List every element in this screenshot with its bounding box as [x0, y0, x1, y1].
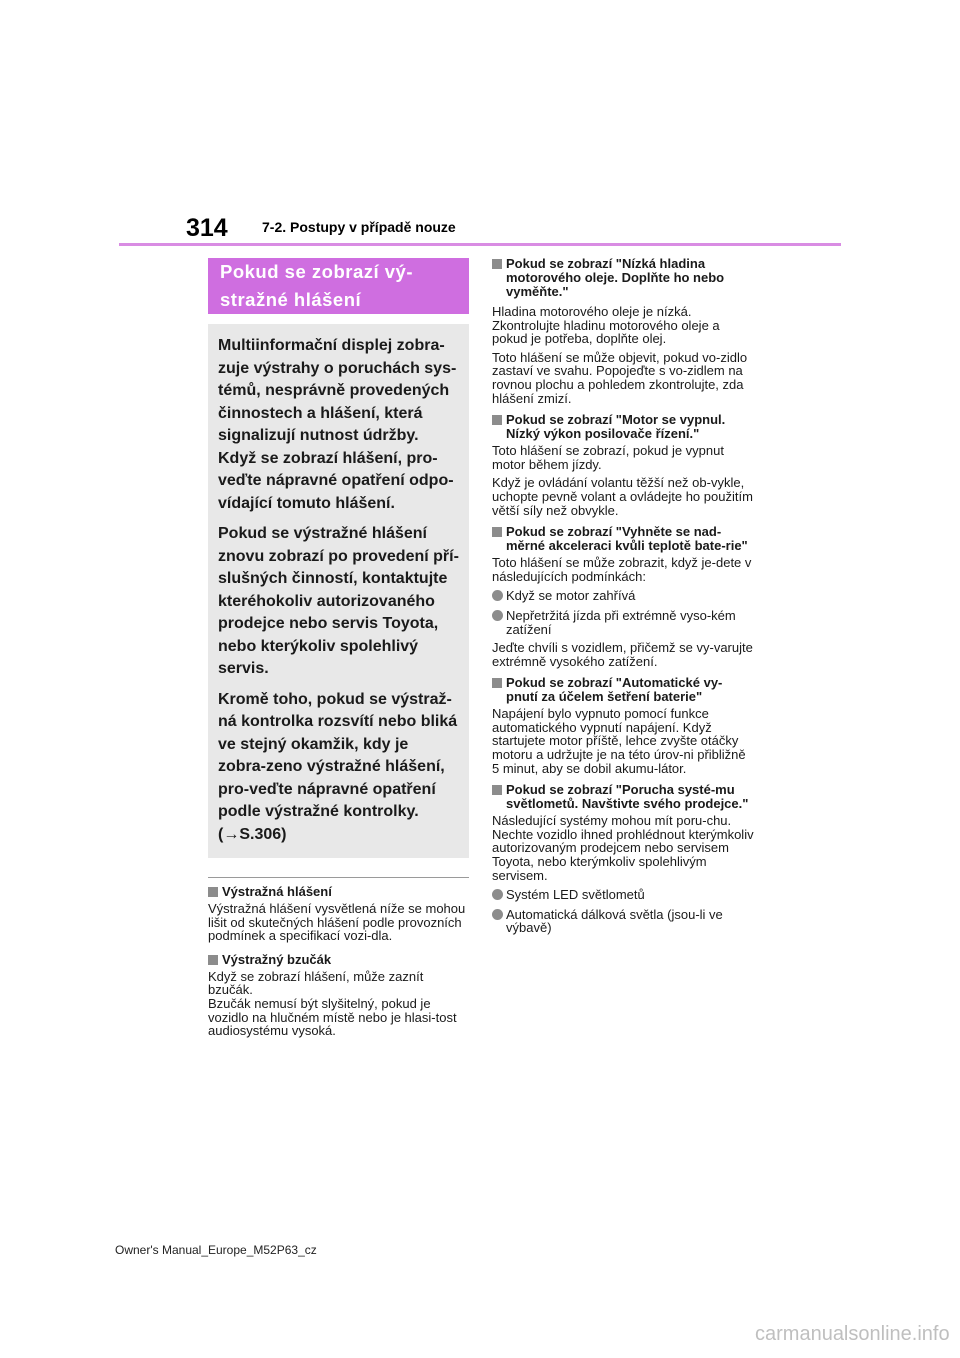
summary-paragraph-3 — [218, 689, 459, 847]
square-bullet-icon — [492, 678, 502, 688]
section-heading: Pokud se zobrazí "Porucha systé-mu světlometů. Navštivte svého prodejce." — [492, 783, 754, 811]
watermark: carmanualsonline.info — [755, 1323, 950, 1345]
round-bullet-icon — [492, 889, 503, 900]
section-body: Když se zobrazí hlášení, může zaznít bzučák. — [208, 968, 424, 998]
section-title-line1: Pokud se zobrazí vý- — [220, 261, 413, 282]
section-body: Jeďte chvíli s vozidlem, přičemž se vy-varujte extrémně vysokého zatížení. — [492, 640, 753, 669]
page-reference-link[interactable]: →S.306) — [223, 825, 287, 843]
right-column — [492, 257, 754, 935]
section-auto-power-off — [492, 676, 754, 775]
square-bullet-icon — [492, 785, 502, 795]
section-body: Hladina motorového oleje je nízká. Zkontrolujte hladinu motorového oleje a pokud je potřeba, doplňte olej. — [492, 304, 720, 347]
section-body: Výstražná hlášení vysvětlená níže se mohou lišit od skutečných hlášení podle provozních podmínek a specifikací vozi-dla. — [208, 901, 466, 944]
section-heading: Výstražný bzučák — [208, 953, 469, 967]
section-low-oil — [492, 257, 754, 405]
square-bullet-icon — [208, 955, 218, 965]
section-battery-temp — [492, 525, 754, 668]
round-bullet-icon — [492, 590, 503, 601]
list-item: Když se motor zahřívá — [492, 589, 754, 603]
header-divider — [119, 243, 841, 246]
section-warning-buzzer — [208, 953, 469, 1038]
list-item: Systém LED světlometů — [492, 888, 754, 902]
page-header — [0, 0, 960, 250]
page-number: 314 — [186, 214, 228, 242]
round-bullet-icon — [492, 610, 503, 621]
section-engine-stopped — [492, 413, 754, 517]
section-body: Toto hlášení se zobrazí, pokud je vypnut motor během jízdy. — [492, 443, 724, 472]
square-bullet-icon — [208, 887, 218, 897]
section-warning-messages — [208, 885, 469, 943]
square-bullet-icon — [492, 415, 502, 425]
chapter-title: 7-2. Postupy v případě nouze — [262, 219, 456, 235]
summary-box — [208, 324, 469, 858]
section-heading: Pokud se zobrazí "Vyhněte se nad-měrné akceleraci kvůli teplotě bate-rie" — [492, 525, 754, 553]
section-heading: Pokud se zobrazí "Motor se vypnul. Nízký výkon posilovače řízení." — [492, 413, 754, 441]
section-body: Bzučák nemusí být slyšitelný, pokud je vozidlo na hlučném místě nebo je hlasi-tost audiosystému vysoká. — [208, 995, 457, 1039]
section-body: Toto hlášení se může zobrazit, když je-dete v následujících podmínkách: — [492, 555, 752, 584]
list-item: Automatická dálková světla (jsou-li ve výbavě) — [492, 908, 754, 935]
square-bullet-icon — [492, 527, 502, 537]
section-heading: Výstražná hlášení — [208, 885, 469, 899]
summary-paragraph-2: Pokud se výstražné hlášení znovu zobrazí po provedení pří-slušných činností, kontaktujte kteréhokoliv autorizovaného prodejce nebo servis Toyota, nebo kterýkoliv spolehlivý servis. — [218, 525, 459, 677]
square-bullet-icon — [492, 259, 502, 269]
section-heading: Pokud se zobrazí "Nízká hladina motorového oleje. Doplňte ho nebo vyměňte." — [492, 257, 754, 299]
section-headlight-malfunction — [492, 783, 754, 935]
section-body: Napájení bylo vypnuto pomocí funkce automatického vypnutí napájení. Když startujete motor příště, lehce zvyšte otáčky motoru a udržujte je na této úrov-ni přibližně 5 minut, aby se dobil akumu-látor. — [492, 706, 746, 776]
manual-identifier: Owner's Manual_Europe_M52P63_cz — [115, 1243, 317, 1257]
summary-paragraph-3-text: Kromě toho, pokud se výstraž-ná kontrolka rozsvítí nebo bliká ve stejný okamžik, kdy je zobra-zeno výstražné hlášení, pro-veďte nápravné opatření podle výstražné kontrolky. ( — [218, 690, 458, 843]
section-divider — [208, 877, 469, 878]
left-column — [208, 258, 469, 1038]
list-item: Nepřetržitá jízda při extrémně vyso-kém zatížení — [492, 609, 754, 636]
section-body: Když je ovládání volantu těžší než ob-vykle, uchopte pevně volant a ovládejte ho použitím větší síly než obvykle. — [492, 475, 753, 518]
section-body: Následující systémy mohou mít poru-chu. Nechte vozidlo ihned prohlédnout kterýmkoliv autorizovaným prodejcem nebo servisem Toyota, nebo kterýmkoliv spolehlivým servisem. — [492, 813, 754, 883]
section-title-banner — [208, 258, 469, 314]
section-title-line2: stražné hlášení — [220, 289, 362, 310]
round-bullet-icon — [492, 909, 503, 920]
section-body: Toto hlášení se může objevit, pokud vo-zidlo zastaví ve svahu. Popojeďte s vo-zidlem na rovnou plochu a pohledem zkontrolujte, zda hlášení zmizí. — [492, 349, 748, 406]
summary-paragraph-1: Multiinformační displej zobra-zuje výstrahy o poruchách sys-témů, nesprávně provedených činnostech a hlášení, která signalizují nutnost údržby. Když se zobrazí hlášení, pro-veďte nápravné opatření odpo-vídající tomuto hlášení. — [218, 337, 457, 512]
section-heading: Pokud se zobrazí "Automatické vy-pnutí za účelem šetření baterie" — [492, 676, 754, 704]
